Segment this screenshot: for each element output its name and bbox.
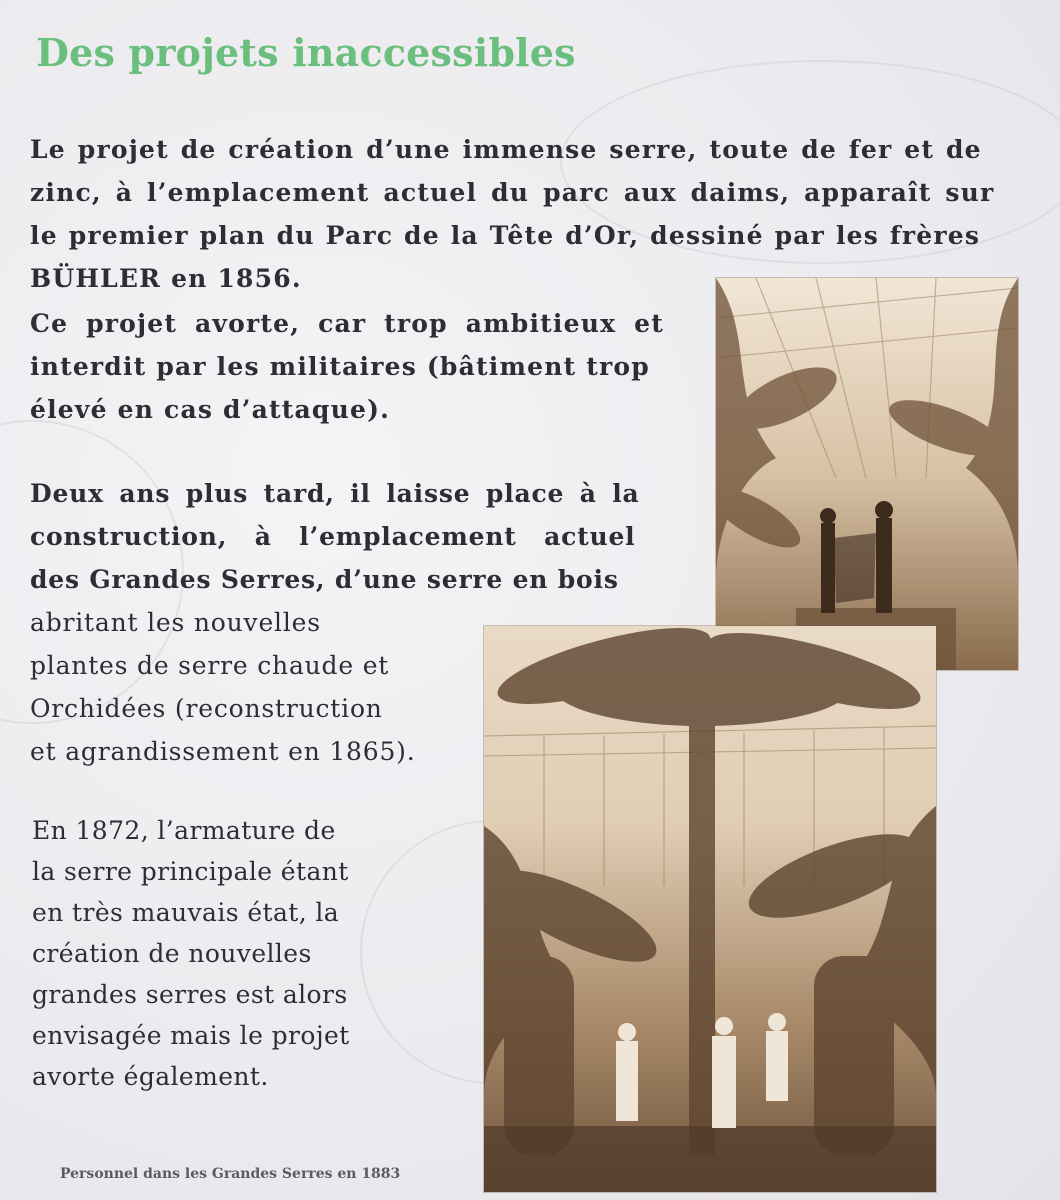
text-line: envisagée mais le projet [32,1021,350,1050]
greenhouse-walkway-illustration [716,278,1018,670]
text-line: Ce projet avorte, car trop ambitieux et [30,309,664,338]
text-line: BÜHLER en 1856. [30,264,302,293]
paragraph-1872 [32,810,350,1097]
text-line: En 1872, l’armature de [32,816,336,845]
text-line: élevé en cas d’attaque). [30,395,391,424]
text-line: Le projet de création d’une immense serre, toute de fer et de [30,135,982,164]
text-line: en très mauvais état, la [32,898,340,927]
text-line: la serre principale étant [32,857,349,886]
text-line: interdit par les militaires (bâtiment trop [30,352,650,381]
greenhouse-walkway-photo [716,278,1018,670]
text-line: Deux ans plus tard, il laisse place à la [30,479,640,508]
text-line: avorte également. [32,1062,269,1091]
greenhouse-staff-photo [484,626,936,1192]
paragraph-project-aborted [30,302,664,431]
text-line: Orchidées (reconstruction [30,694,383,723]
text-line: le premier plan du Parc de la Tête d’Or, dessiné par les frères [30,221,981,250]
text-line: construction, à l’emplacement actuel [30,522,636,551]
text-line: création de nouvelles [32,939,312,968]
text-line: et agrandissement en 1865). [30,737,416,766]
text-line: grandes serres est alors [32,980,348,1009]
greenhouse-staff-illustration [484,626,936,1192]
text-line: zinc, à l’emplacement actuel du parc aux daims, apparaît sur [30,178,995,207]
text-line: abritant les nouvelles [30,608,321,637]
text-line: des Grandes Serres, d’une serre en bois [30,565,619,594]
text-line: plantes de serre chaude et [30,651,390,680]
photo-caption: Personnel dans les Grandes Serres en 1883 [60,1166,401,1182]
panel-title: Des projets inaccessibles [36,30,576,75]
paragraph-first-plan [30,128,994,300]
